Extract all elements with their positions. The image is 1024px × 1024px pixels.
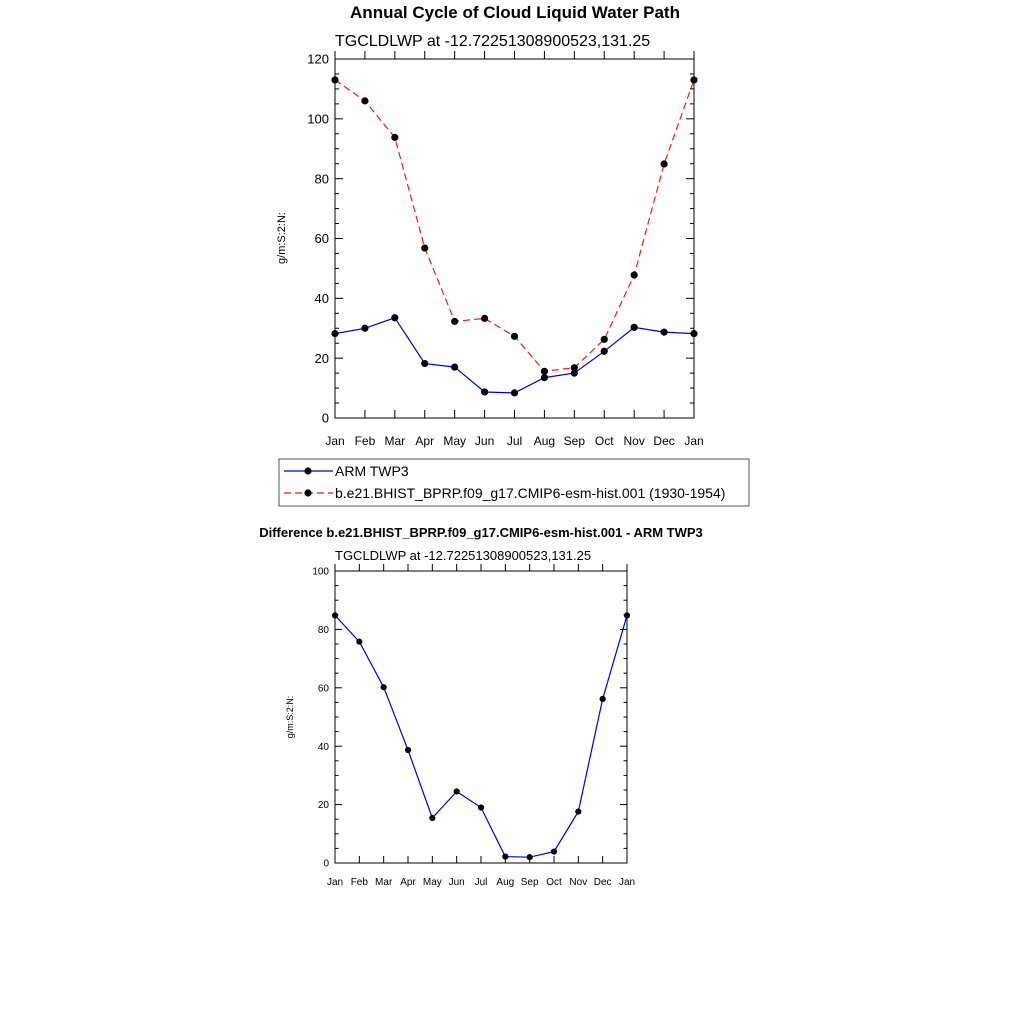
main-title: Annual Cycle of Cloud Liquid Water Path [350, 3, 680, 22]
x-tick-label: Jul [506, 434, 523, 448]
panel2-subtitle: TGCLDLWP at -12.72251308900523,131.25 [335, 548, 592, 563]
data-point [571, 364, 578, 371]
y-tick-label: 100 [307, 111, 329, 127]
x-tick-label: May [422, 877, 442, 888]
data-point [451, 318, 458, 325]
x-tick-label: Sep [563, 434, 586, 448]
x-tick-label: Dec [653, 434, 675, 448]
data-point [511, 333, 518, 340]
y-tick-label: 20 [317, 800, 329, 812]
panel2-y-axis-label: g/m:S:2:N: [285, 695, 295, 739]
y-tick-label: 0 [321, 410, 329, 426]
data-point [541, 374, 548, 381]
data-point [421, 360, 428, 367]
x-tick-label: Mar [375, 877, 393, 888]
data-point [601, 336, 608, 343]
data-point [624, 612, 630, 618]
x-tick-label: Jul [474, 877, 488, 888]
data-point [527, 854, 533, 860]
y-tick-label: 100 [312, 566, 329, 578]
x-tick-label: Jun [448, 877, 465, 888]
y-tick-label: 60 [314, 231, 329, 247]
x-tick-label: Jun [474, 434, 495, 448]
panel1-y-axis-label: g/m:S:2:N: [276, 212, 288, 264]
annual-cycle-panel [276, 33, 704, 448]
data-point [454, 788, 460, 794]
data-point [575, 809, 581, 815]
x-tick-label: Feb [350, 877, 368, 888]
y-tick-label: 80 [314, 171, 329, 187]
data-point [660, 160, 667, 167]
data-point [332, 612, 338, 618]
data-point [502, 853, 508, 859]
data-point [601, 348, 608, 355]
panel1-subtitle: TGCLDLWP at -12.72251308900523,131.25 [335, 33, 651, 50]
y-tick-label: 0 [323, 858, 329, 870]
series-line-0 [335, 318, 694, 393]
panel2-axes [312, 564, 635, 888]
data-point [361, 325, 368, 332]
panel2-title: Difference b.e21.BHIST_BPRP.f09_g17.CMIP6-esm-hist.001 - ARM TWP3 [259, 525, 703, 540]
x-tick-label: Jan [325, 434, 345, 448]
data-point [381, 684, 387, 690]
data-point [391, 134, 398, 141]
data-point [481, 388, 488, 395]
x-tick-label: Apr [400, 877, 416, 888]
x-tick-label: Mar [384, 434, 406, 448]
x-tick-label: Aug [533, 434, 556, 448]
x-tick-label: Aug [496, 877, 515, 888]
data-point [511, 389, 518, 396]
y-tick-label: 120 [307, 51, 329, 67]
x-tick-label: Oct [546, 877, 562, 888]
data-point [690, 76, 697, 83]
data-point [391, 314, 398, 321]
data-point [690, 330, 697, 337]
series-line-0 [335, 615, 627, 857]
data-point [631, 324, 638, 331]
data-point [451, 364, 458, 371]
data-point [421, 244, 428, 251]
legend-obs-marker [304, 467, 311, 474]
y-tick-label: 40 [317, 741, 329, 753]
x-tick-label: Feb [354, 434, 376, 448]
data-point [541, 368, 548, 375]
legend [279, 459, 749, 506]
y-tick-label: 60 [317, 683, 329, 695]
x-tick-label: Jan [326, 877, 344, 888]
legend-model-marker [304, 489, 311, 496]
data-point [478, 804, 484, 810]
plot-frame [335, 59, 694, 418]
data-point [631, 271, 638, 278]
x-tick-label: Sep [520, 877, 539, 888]
data-point [331, 330, 338, 337]
data-point [361, 97, 368, 104]
data-point [600, 696, 606, 702]
y-tick-label: 40 [314, 291, 329, 307]
x-tick-label: Dec [593, 877, 612, 888]
plot-frame [335, 571, 627, 863]
legend-model-label: b.e21.BHIST_BPRP.f09_g17.CMIP6-esm-hist.001 (1930-1954) [335, 485, 726, 501]
data-point [481, 315, 488, 322]
x-tick-label: Jan [684, 434, 704, 448]
y-tick-label: 80 [317, 625, 329, 636]
series-line-1 [335, 80, 694, 371]
data-point [660, 329, 667, 336]
data-point [429, 815, 435, 821]
legend-obs-label: ARM TWP3 [335, 463, 409, 479]
difference-panel [259, 525, 703, 888]
x-tick-label: Nov [569, 877, 588, 888]
panel2-series [332, 612, 630, 860]
panel1-axes [307, 51, 703, 448]
x-tick-label: Jan [618, 877, 636, 888]
panel1-series [331, 76, 697, 396]
x-tick-label: Oct [594, 434, 614, 448]
x-tick-label: Nov [623, 434, 645, 448]
data-point [551, 849, 557, 855]
x-tick-label: May [443, 434, 467, 448]
data-point [356, 639, 362, 645]
data-point [405, 747, 411, 753]
data-point [331, 76, 338, 83]
x-tick-label: Apr [415, 434, 435, 448]
y-tick-label: 20 [314, 350, 329, 366]
